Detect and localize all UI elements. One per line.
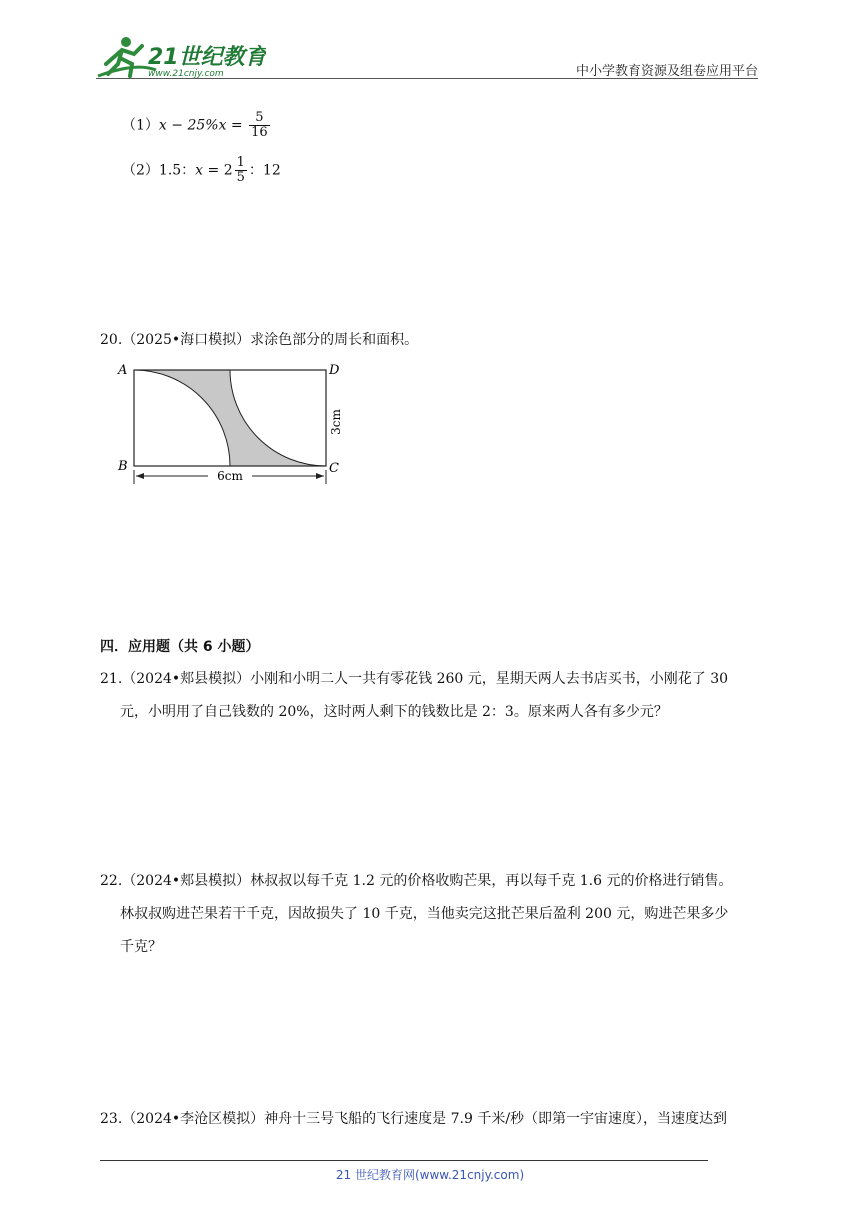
- equation-1-denominator: 16: [251, 125, 268, 140]
- vertex-d-label: D: [329, 363, 340, 378]
- question-20-figure: [116, 358, 356, 492]
- section-4-title: 四．应用题（共 6 小题）: [100, 639, 260, 655]
- vertex-c-label: C: [329, 461, 339, 476]
- equation-2-variable: x: [195, 162, 204, 179]
- site-logo: [96, 34, 266, 80]
- header-platform-text: 中小学教育资源及组卷应用平台: [575, 64, 758, 79]
- svg-text:21世纪教育: 21世纪教育: [148, 45, 266, 70]
- footer-link[interactable]: 21 世纪教育网(www.21cnjy.com): [335, 1168, 525, 1182]
- question-21-line-1: 21.（2024•郏县模拟）小刚和小明二人一共有零花钱 260 元，星期天两人去书店买书，小刚花了 30: [100, 671, 729, 687]
- equation-2-equals: = 2: [203, 162, 233, 179]
- equation-1-fraction: [249, 111, 270, 140]
- width-label: 6cm: [217, 469, 243, 483]
- height-label: 3cm: [329, 409, 343, 435]
- equation-2: [122, 156, 281, 185]
- shaded-region-diagram: [116, 358, 356, 488]
- question-22-line-2: 林叔叔购进芒果若干千克，因故损失了 10 千克，当他卖完这批芒果后盈利 200 元，购进芒果多少: [120, 906, 729, 922]
- equation-2-numerator: 1: [236, 155, 245, 170]
- equation-1-label: （1）: [122, 117, 159, 134]
- svg-text:www.21cnjy.com: www.21cnjy.com: [148, 69, 224, 79]
- equation-1: [122, 111, 272, 140]
- vertex-b-label: B: [118, 459, 128, 474]
- equation-2-tail: ：12: [248, 162, 281, 179]
- footer-divider: [100, 1160, 708, 1161]
- header-divider: [96, 78, 758, 79]
- runner-logo-icon: [96, 34, 266, 80]
- question-23-line-1: 23.（2024•李沧区模拟）神舟十三号飞船的飞行速度是 7.9 千米/秒（即第一宇宙速度），当速度达到: [100, 1111, 728, 1127]
- shaded-region: [134, 370, 326, 466]
- equation-2-label: （2）1.5：: [122, 162, 196, 179]
- question-22-line-1: 22.（2024•郏县模拟）林叔叔以每千克 1.2 元的价格收购芒果，再以每千克 1.6 元的价格进行销售。: [100, 873, 733, 889]
- vertex-a-label: A: [118, 363, 128, 378]
- equation-2-fraction: [235, 156, 247, 185]
- equation-1-numerator: 5: [255, 110, 264, 125]
- question-22-line-3: 千克？: [120, 939, 162, 955]
- dim-arrow-left: [136, 473, 144, 479]
- question-20-text: 20.（2025•海口模拟）求涂色部分的周长和面积。: [100, 332, 419, 348]
- dim-arrow-right: [316, 473, 324, 479]
- equation-2-denominator: 5: [236, 170, 245, 185]
- question-21-line-2: 元，小明用了自己钱数的 20%，这时两人剩下的钱数比是 2：3。原来两人各有多少元？: [120, 704, 668, 720]
- equation-1-lhs: x − 25%x =: [158, 117, 243, 134]
